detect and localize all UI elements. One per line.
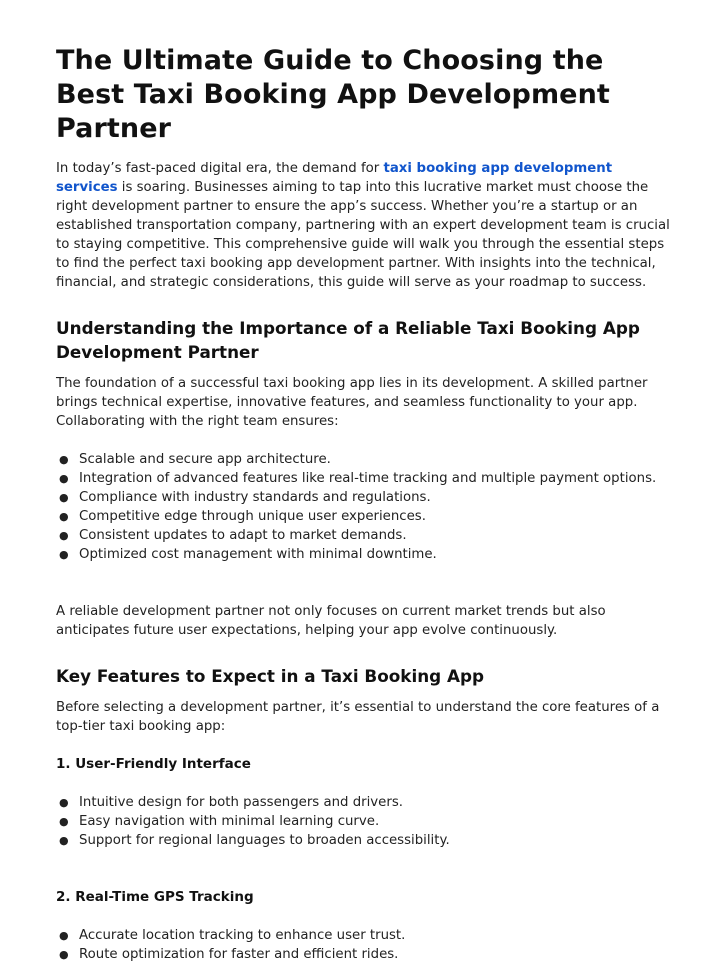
section-heading-importance: Understanding the Importance of a Reliable Taxi Booking App Development Partner (56, 318, 640, 362)
bullet-icon: ● (59, 796, 69, 809)
section-heading-features: Key Features to Expect in a Taxi Booking App (56, 666, 485, 686)
spacer (56, 850, 676, 888)
list-item (56, 488, 676, 507)
importance-paragraph: The foundation of a successful taxi booking app lies in its development. A skilled partner brings technical expertise, innovative features, and seamless functionality to your app. Collaborating with the right team ensures: (56, 376, 648, 429)
list-item-text: Scalable and secure app architecture. (79, 452, 331, 467)
subheading-real-time-gps-tracking: 2. Real-Time GPS Tracking (56, 889, 254, 905)
spacer (56, 431, 676, 450)
gps-bullet-list (56, 926, 676, 964)
spacer (56, 736, 676, 755)
spacer (56, 774, 676, 793)
bullet-icon: ● (59, 948, 69, 961)
interface-bullet-list (56, 793, 676, 850)
bullet-icon: ● (59, 834, 69, 847)
bullet-icon: ● (59, 529, 69, 542)
list-item (56, 793, 676, 812)
list-item (56, 812, 676, 831)
page-title: The Ultimate Guide to Choosing the Best Taxi Booking App Development Partner (56, 45, 610, 144)
list-item-text: Accurate location tracking to enhance user trust. (79, 928, 406, 943)
bullet-icon: ● (59, 491, 69, 504)
list-item (56, 545, 676, 564)
bullet-icon: ● (59, 929, 69, 942)
services-link[interactable]: taxi booking app development services (56, 161, 613, 195)
bullet-icon: ● (59, 510, 69, 523)
list-item-text: Intuitive design for both passengers and drivers. (79, 795, 403, 810)
intro-text-start: In today’s fast-paced digital era, the demand for (56, 161, 384, 176)
list-item (56, 831, 676, 850)
list-item (56, 450, 676, 469)
bullet-icon: ● (59, 815, 69, 828)
list-item (56, 469, 676, 488)
list-item-text: Integration of advanced features like real-time tracking and multiple payment options. (79, 471, 657, 486)
list-item-text: Route optimization for faster and efficient rides. (79, 947, 399, 962)
importance-bullet-list (56, 450, 676, 564)
importance-closing-paragraph: A reliable development partner not only focuses on current market trends but also anticipates future user expectations, helping your app evolve continuously. (56, 604, 606, 638)
subheading-user-friendly-interface: 1. User-Friendly Interface (56, 756, 251, 772)
spacer (56, 564, 676, 602)
intro-text-end: is soaring. Businesses aiming to tap into this lucrative market must choose the right development partner to ensure the app’s success. Whether you’re a startup or an established transportation company, partnering with an expert development team is crucial to staying competitive. This comprehensive guide will walk you through the essential steps to find the perfect taxi booking app development partner. With insights into the technical, financial, and strategic considerations, this guide will serve as your roadmap to success. (56, 180, 670, 290)
spacer (56, 907, 676, 926)
list-item-text: Easy navigation with minimal learning curve. (79, 814, 380, 829)
features-paragraph: Before selecting a development partner, it’s essential to understand the core features of a top-tier taxi booking app: (56, 700, 660, 734)
list-item (56, 526, 676, 545)
list-item-text: Optimized cost management with minimal downtime. (79, 547, 437, 562)
list-item (56, 507, 676, 526)
bullet-icon: ● (59, 548, 69, 561)
list-item (56, 926, 676, 945)
intro-paragraph (56, 159, 676, 292)
list-item-text: Compliance with industry standards and regulations. (79, 490, 431, 505)
list-item-text: Consistent updates to adapt to market demands. (79, 528, 407, 543)
bullet-icon: ● (59, 453, 69, 466)
list-item (56, 945, 676, 964)
list-item-text: Support for regional languages to broaden accessibility. (79, 833, 450, 848)
bullet-icon: ● (59, 472, 69, 485)
list-item-text: Competitive edge through unique user experiences. (79, 509, 426, 524)
